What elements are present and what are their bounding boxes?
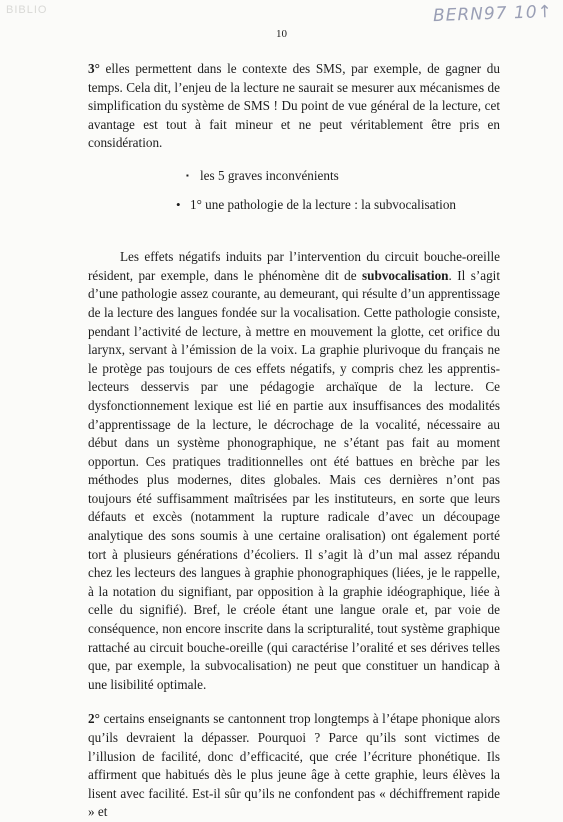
- paragraph-sms-text: elles permettent dans le contexte des SMS, par exemple, de gagner du temps. Cela dit, l’enjeu de la lecture ne saurait se mesurer aux mécanismes de simplification du système de SMS ! Du point de vue général de la lecture, cet avantage est tout à fait mineur et ne peut véritablement être pris en considération.: [88, 61, 500, 151]
- paragraph-main-part1: Les effets négatifs induits par l’intervention du circuit bouche-oreille résident, par exemple, dans le phénomène dit de: [88, 249, 501, 283]
- paragraph-sms-number: 3°: [88, 61, 106, 76]
- keyword-subvocalisation: subvocalisation: [362, 267, 449, 283]
- section-heading: [88, 167, 500, 186]
- subsection-heading-text: 1° une pathologie de la lecture : la subvocalisation: [190, 196, 457, 212]
- square-bullet-icon: ▪: [186, 170, 189, 180]
- handwritten-annotation: BERN97 10↑: [432, 1, 554, 27]
- faint-stamp: BIBLIO: [6, 4, 48, 16]
- round-bullet-icon: •: [176, 196, 181, 212]
- document-body: [88, 60, 500, 822]
- paragraph-sms: [88, 60, 500, 153]
- paragraph-second-text: certains enseignants se cantonnent trop longtemps à l’étape phonique alors qu’ils devraient la dépasser. Pourquoi ? Parce qu’ils sont victimes de l’illusion de facilité, donc d’efficacité, que crée l’écriture phonétique. Ils affirment que habitués dès le plus jeune âge à cette graphie, leurs élèves la lisent avec facilité. Est-il sûr qu’ils ne confondent pas « déchiffrement rapide » et: [88, 711, 500, 820]
- subsection-heading: [88, 196, 500, 215]
- paragraph-second-number: 2°: [88, 711, 104, 727]
- page-number: 10: [276, 28, 287, 40]
- paragraph-second: [88, 710, 500, 822]
- paragraph-subvocalisation: [88, 248, 500, 694]
- paragraph-main-part2: . Il s’agit d’une pathologie assez courante, au demeurant, qui résulte d’un apprentissage de la lecture des langues fondée sur la vocalisation. Cette pathologie consiste, pendant l’activité de lecture, à mettre en mouvement la glotte, cet orifice du larynx, servant à l’émission de la voix. La graphie plurivoque du français ne le protège pas toujours de ces effets négatifs, y compris chez les apprentis-lecteurs desservis par une pédagogie archaïque de la lecture. Ce dysfonctionnement lexique est lié en partie aux insuffisances des modalités d’apprentissage de la lecture, le décrochage de la vocalité, nécessaire au début dans un système phonographique, ne s’étant pas fait au moment opportun. Ces pratiques traditionnelles ont été battues en brèche par les méthodes plus modernes, dites globales. Mais ces dernières n’ont pas toujours été suffisamment maîtrisées par les instituteurs, en sorte que leurs défauts et excès (notamment la rupture radicale d’avec un découpage analytique des sons soumis à une certaine oralisation) ont également porté tort à plusieurs générations d’écoliers. Il s’agit là d’un mal assez répandu chez les lecteurs des langues à graphie phonographiques (liées, je le rappelle, à la notation du signifiant, par opposition à la graphie idéographique, liée à celle du signifié). Bref, le créole étant une langue orale et, par voie de conséquence, non encore inscrite dans la scripturalité, tout système graphique rattaché au circuit bouche-oreille (qui caractérise l’oralité et ses dérives telles que, par exemple, la subvocalisation) ne peut que constituer un handicap à une lisibilité optimale.: [88, 267, 500, 692]
- section-heading-text: les 5 graves inconvénients: [200, 167, 339, 183]
